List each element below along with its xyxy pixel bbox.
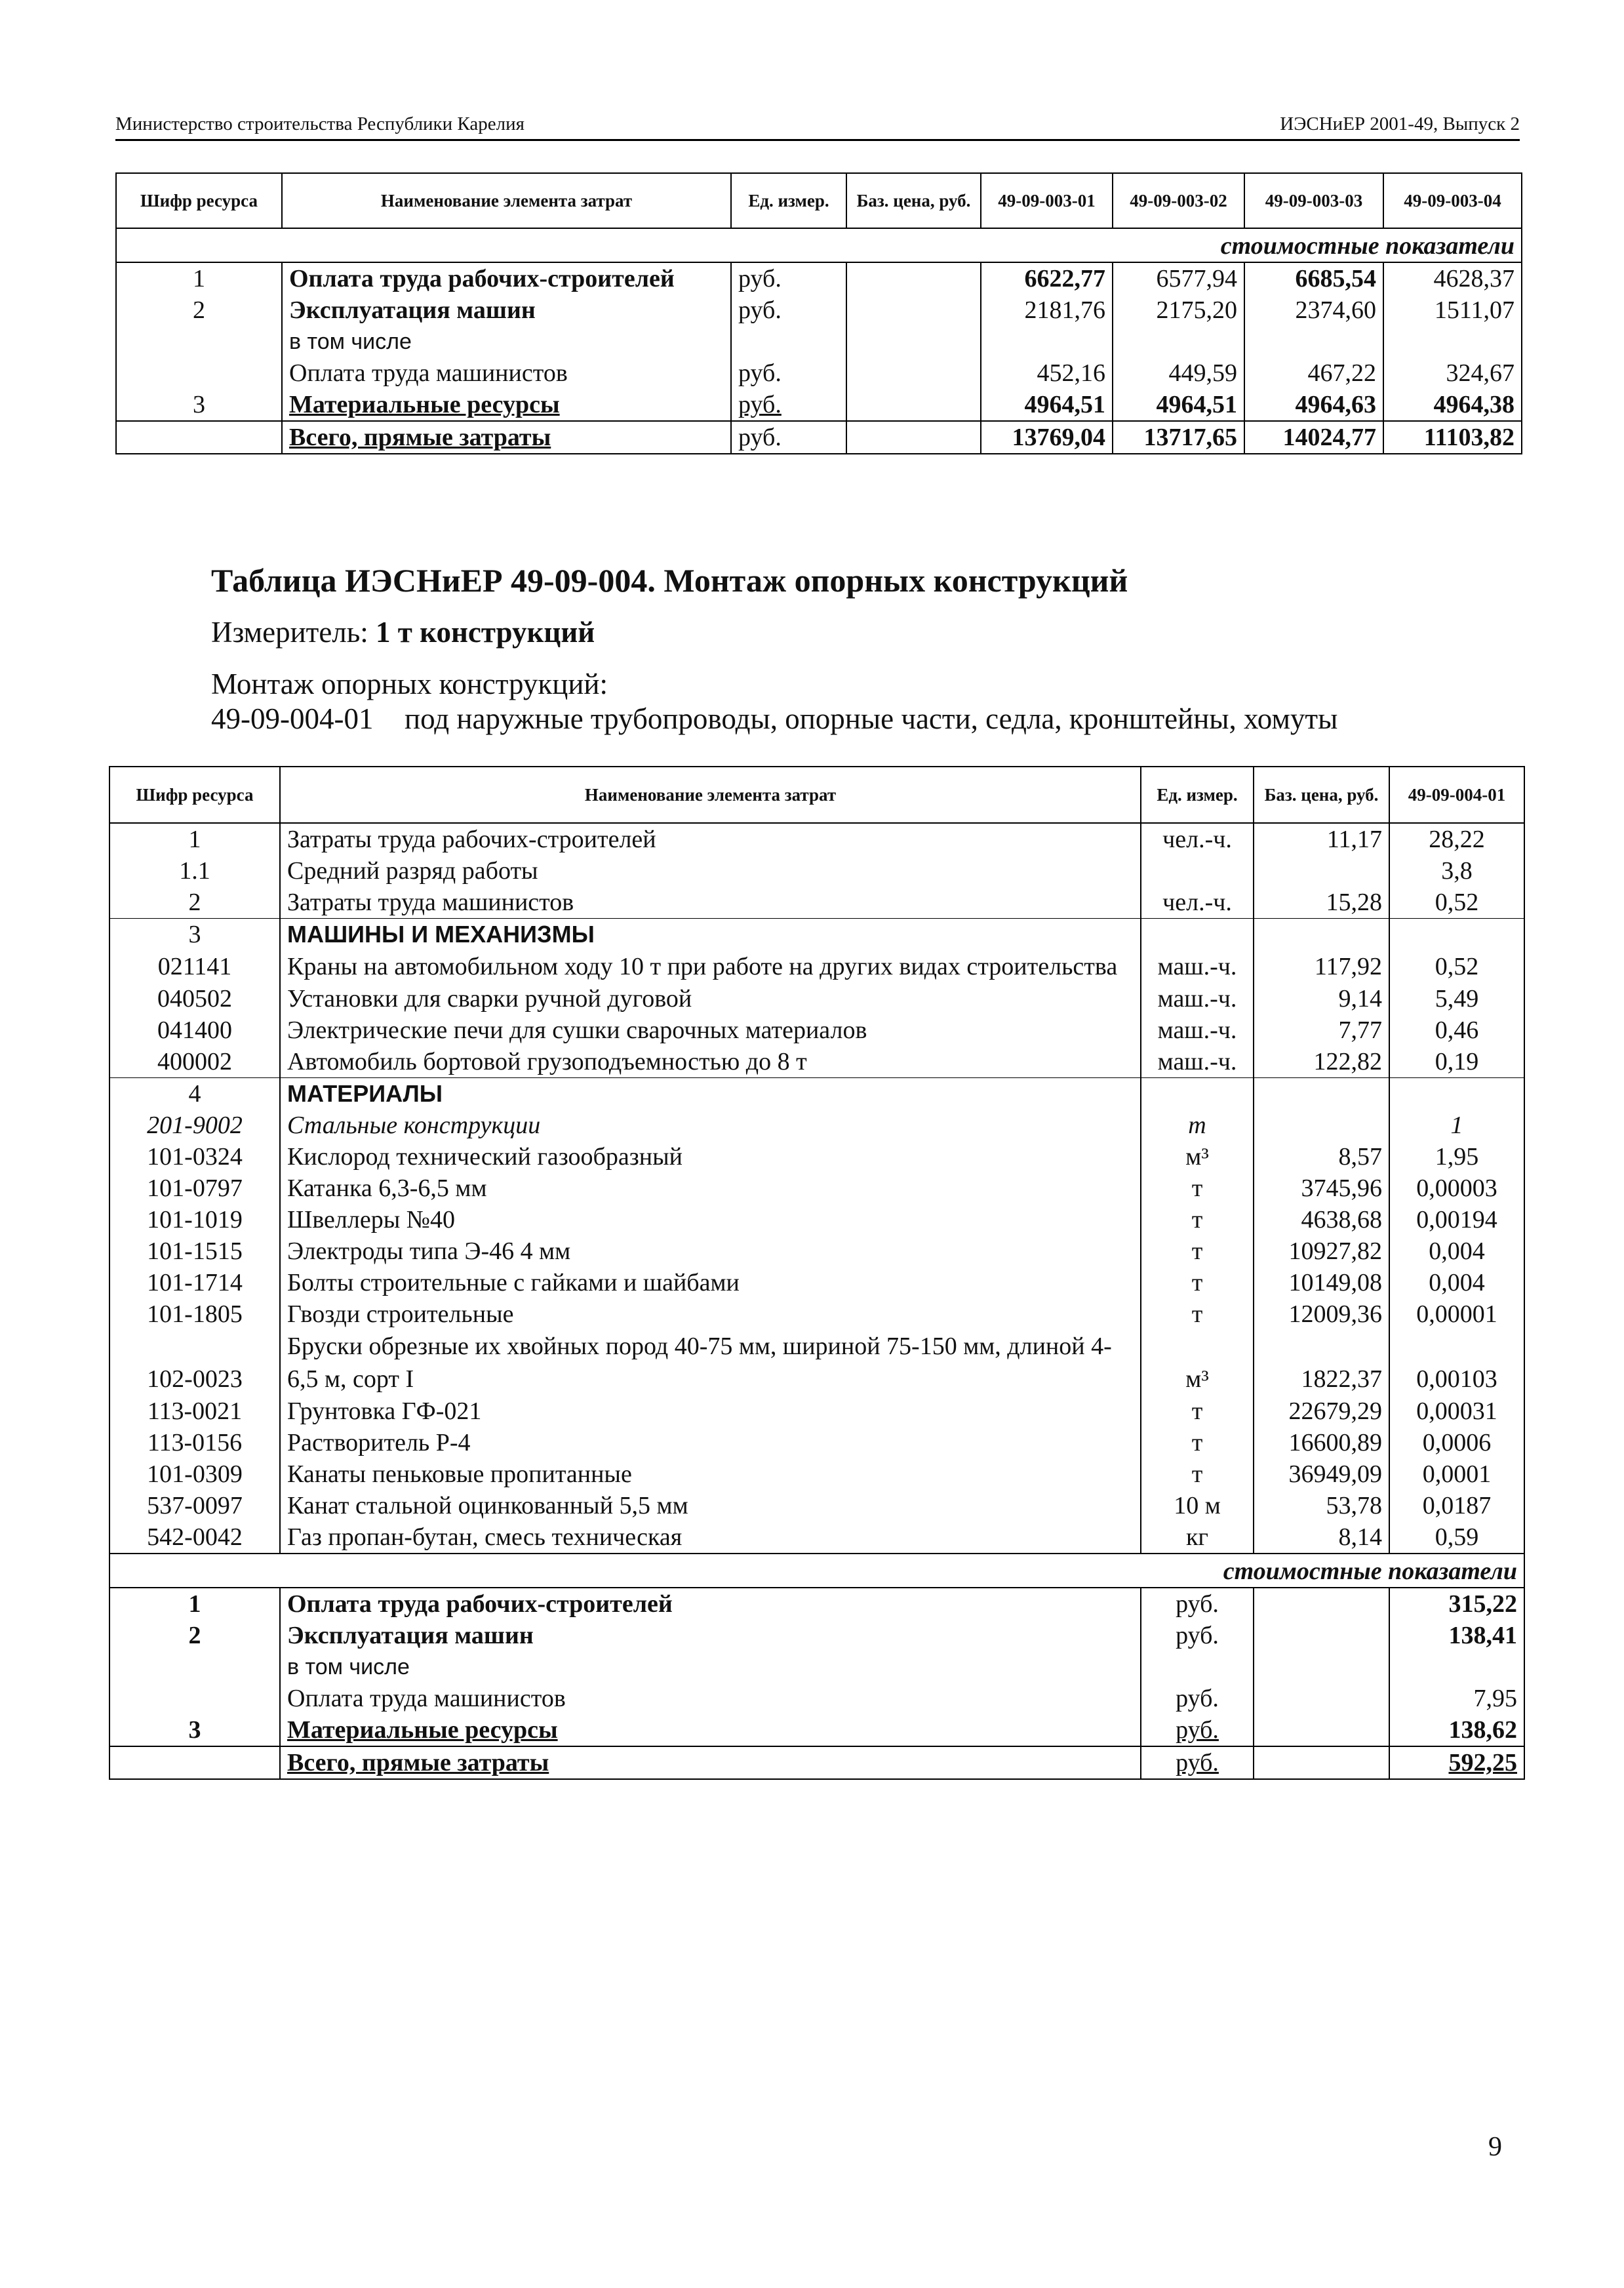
measure-label: Измеритель: [211,616,368,649]
cell-value: 592,25 [1389,1746,1524,1779]
cell-value [1389,919,1524,951]
cell-unit [1141,1651,1254,1683]
cell-unit: т [1141,1204,1254,1235]
cell-value: 0,0006 [1389,1427,1524,1458]
cell-value: 0,00103 [1389,1330,1524,1395]
cell-code: 1 [109,1588,280,1620]
table-row [116,326,1522,357]
cell-code: 101-1019 [109,1204,280,1235]
page-header [115,109,1520,141]
cell-price [1254,1588,1389,1620]
cell-name: Оплата труда машинистов [282,357,731,389]
cell-price: 1822,37 [1254,1330,1389,1395]
cell-value: 6622,77 [981,262,1113,294]
section-label: стоимостные показатели [116,228,1522,262]
cell-unit: руб. [731,294,846,326]
cell-name: Материальные ресурсы [282,389,731,421]
cell-price [1254,1078,1389,1110]
cell-name: Материальные ресурсы [280,1714,1141,1746]
cell-name: Затраты труда машинистов [280,887,1141,919]
cell-unit: т [1141,1173,1254,1204]
table-row [109,1395,1524,1427]
cell-value: 0,004 [1389,1267,1524,1298]
cell-unit: м³ [1141,1330,1254,1395]
cell-code: 101-0324 [109,1141,280,1173]
cell-value [1383,326,1522,357]
cell-price [1254,1683,1389,1714]
cell-code: 101-1805 [109,1298,280,1330]
cell-price [1254,919,1389,951]
cell-value: 0,52 [1389,887,1524,919]
table-row [109,1714,1524,1746]
table-row [109,1490,1524,1521]
cell-price: 10149,08 [1254,1267,1389,1298]
cell-code: 537-0097 [109,1490,280,1521]
cell-value: 4964,51 [981,389,1113,421]
cell-price: 10927,82 [1254,1235,1389,1267]
cell-name: в том числе [282,326,731,357]
table-row [109,1458,1524,1490]
cell-name: Оплата труда рабочих-строителей [282,262,731,294]
table-row [109,1427,1524,1458]
cell-unit: чел.-ч. [1141,887,1254,919]
col-header: Наименование элемента затрат [282,173,731,228]
cell-value: 4964,63 [1244,389,1383,421]
cell-price [846,357,981,389]
cell-unit [1141,1078,1254,1110]
cell-name: Электрические печи для сушки сварочных материалов [280,1014,1141,1046]
table-row [116,389,1522,421]
cell-price [846,421,981,454]
cell-value [981,326,1113,357]
table-header-row [109,767,1524,823]
col-header: Ед. измер. [1141,767,1254,823]
cell-unit [731,326,846,357]
measure-line [211,615,595,649]
cell-name: в том числе [280,1651,1141,1683]
cell-code [116,357,282,389]
header-doc-id: ИЭСНиЕР 2001-49, Выпуск 2 [1280,113,1520,134]
cell-name: Катанка 6,3-6,5 мм [280,1173,1141,1204]
cell-value: 467,22 [1244,357,1383,389]
cell-price: 22679,29 [1254,1395,1389,1427]
cell-value: 315,22 [1389,1588,1524,1620]
cell-name: Всего, прямые затраты [282,421,731,454]
table-row [109,1683,1524,1714]
cell-price: 11,17 [1254,823,1389,855]
subitem-line [211,702,1337,736]
cell-unit: маш.-ч. [1141,983,1254,1014]
cell-unit: кг [1141,1521,1254,1554]
cell-code: 542-0042 [109,1521,280,1554]
cell-unit: руб. [1141,1683,1254,1714]
cell-name: Оплата труда рабочих-строителей [280,1588,1141,1620]
cell-value [1244,326,1383,357]
cell-name: Оплата труда машинистов [280,1683,1141,1714]
resource-rows [109,823,1524,1779]
cell-code: 040502 [109,983,280,1014]
cell-price: 3745,96 [1254,1173,1389,1204]
table-row [116,294,1522,326]
cell-name: Автомобиль бортовой грузоподъемностью до 8 т [280,1046,1141,1078]
cell-code: 2 [109,887,280,919]
cell-code: 1 [116,262,282,294]
cell-unit [1141,855,1254,887]
cell-unit: руб. [731,389,846,421]
cell-code [116,326,282,357]
table-row [109,1141,1524,1173]
cell-value: 14024,77 [1244,421,1383,454]
cell-unit: т [1141,1395,1254,1427]
cell-unit: т [1141,1267,1254,1298]
cell-code: 2 [109,1620,280,1651]
cell-value: 0,0187 [1389,1490,1524,1521]
table-row [109,950,1524,983]
cell-name: Гвозди строительные [280,1298,1141,1330]
cell-price: 122,82 [1254,1046,1389,1078]
cell-code: 1 [109,823,280,855]
cell-value: 6685,54 [1244,262,1383,294]
cell-unit: маш.-ч. [1141,950,1254,983]
section-row [109,1554,1524,1588]
cell-value: 138,62 [1389,1714,1524,1746]
cell-price: 8,14 [1254,1521,1389,1554]
col-header: 49-09-003-04 [1383,173,1522,228]
cell-price: 8,57 [1254,1141,1389,1173]
cell-unit [1141,919,1254,951]
cell-name: Электроды типа Э-46 4 мм [280,1235,1141,1267]
cell-value: 1 [1389,1110,1524,1141]
cell-value: 2175,20 [1113,294,1244,326]
cell-code [109,1651,280,1683]
table-row [109,919,1524,951]
col-header: Наименование элемента затрат [280,767,1141,823]
table-row [109,1267,1524,1298]
cell-value: 0,0001 [1389,1458,1524,1490]
cell-name: Установки для сварки ручной дуговой [280,983,1141,1014]
cell-value: 5,49 [1389,983,1524,1014]
cell-unit: руб. [731,357,846,389]
cell-name: Средний разряд работы [280,855,1141,887]
cell-value: 4964,38 [1383,389,1522,421]
cell-price: 36949,09 [1254,1458,1389,1490]
col-header: Шифр ресурса [109,767,280,823]
cell-unit: м³ [1141,1141,1254,1173]
cost-table-49-09-003 [115,172,1522,454]
cell-code: 1.1 [109,855,280,887]
cell-name: Эксплуатация машин [280,1620,1141,1651]
cell-name: Газ пропан-бутан, смесь техническая [280,1521,1141,1554]
cell-price: 4638,68 [1254,1204,1389,1235]
cell-code: 101-1714 [109,1267,280,1298]
cell-code [109,1683,280,1714]
cell-name: Канаты пеньковые пропитанные [280,1458,1141,1490]
cell-code: 102-0023 [109,1330,280,1395]
mount-label: Монтаж опорных конструкций: [211,668,608,700]
col-header: 49-09-004-01 [1389,767,1524,823]
table-header-row [116,173,1522,228]
cell-price: 117,92 [1254,950,1389,983]
cell-unit: руб. [1141,1714,1254,1746]
cell-code: 101-0309 [109,1458,280,1490]
table-row [109,1588,1524,1620]
total-row [116,421,1522,454]
table-row [109,1330,1524,1395]
cell-unit: т [1141,1298,1254,1330]
cell-unit: 10 м [1141,1490,1254,1521]
col-header: Ед. измер. [731,173,846,228]
table-row [109,1078,1524,1110]
cell-name: Растворитель Р-4 [280,1427,1141,1458]
cell-price [846,389,981,421]
cell-value: 452,16 [981,357,1113,389]
cell-unit: т [1141,1235,1254,1267]
cell-value: 4964,51 [1113,389,1244,421]
cell-unit: т [1141,1110,1254,1141]
cell-code: 101-0797 [109,1173,280,1204]
cell-value: 324,67 [1383,357,1522,389]
cell-value: 3,8 [1389,855,1524,887]
col-header: 49-09-003-01 [981,173,1113,228]
cell-value: 1,95 [1389,1141,1524,1173]
cell-unit: руб. [731,421,846,454]
cell-price [846,262,981,294]
cell-name: Болты строительные с гайками и шайбами [280,1267,1141,1298]
table-row [109,983,1524,1014]
cell-unit: маш.-ч. [1141,1046,1254,1078]
cell-code [109,1746,280,1779]
table-row [109,1014,1524,1046]
table-row [109,1521,1524,1554]
cell-value [1389,1078,1524,1110]
table-row [109,1110,1524,1141]
cell-code: 3 [109,1714,280,1746]
cell-code: 2 [116,294,282,326]
cell-value: 449,59 [1113,357,1244,389]
cell-value: 0,59 [1389,1521,1524,1554]
cell-value [1389,1651,1524,1683]
col-header: Шифр ресурса [116,173,282,228]
cell-price: 53,78 [1254,1490,1389,1521]
table-row [109,1173,1524,1204]
page-number: 9 [1488,2132,1502,2162]
cell-price: 9,14 [1254,983,1389,1014]
cell-code: 4 [109,1078,280,1110]
table-row [109,1046,1524,1078]
col-header: Баз. цена, руб. [1254,767,1389,823]
table-row [109,1651,1524,1683]
cell-code: 113-0156 [109,1427,280,1458]
cell-value: 11103,82 [1383,421,1522,454]
cell-value: 138,41 [1389,1620,1524,1651]
cell-code: 3 [116,389,282,421]
subitem-text: под наружные трубопроводы, опорные части, седла, кронштейны, хомуты [405,702,1338,735]
table-row [109,1620,1524,1651]
cell-unit: т [1141,1427,1254,1458]
section-label: стоимостные показатели [109,1554,1524,1588]
table-row [116,357,1522,389]
table-row [109,823,1524,855]
cell-name: МАШИНЫ И МЕХАНИЗМЫ [280,919,1141,951]
cell-name: Канат стальной оцинкованный 5,5 мм [280,1490,1141,1521]
cell-value [1113,326,1244,357]
cell-unit: руб. [731,262,846,294]
cell-price: 16600,89 [1254,1427,1389,1458]
cell-name: Стальные конструкции [280,1110,1141,1141]
cell-value: 1511,07 [1383,294,1522,326]
cell-name: Краны на автомобильном ходу 10 т при работе на других видах строительства [280,950,1141,983]
cell-name: Бруски обрезные их хвойных пород 40-75 мм, шириной 75-150 мм, длиной 4-6,5 м, сорт I [280,1330,1141,1395]
cell-value: 0,00194 [1389,1204,1524,1235]
table-row [109,1204,1524,1235]
table-row [109,1235,1524,1267]
table-row [116,262,1522,294]
cell-unit: маш.-ч. [1141,1014,1254,1046]
cell-value: 0,46 [1389,1014,1524,1046]
cell-value: 0,00003 [1389,1173,1524,1204]
cell-name: Всего, прямые затраты [280,1746,1141,1779]
cell-price [1254,855,1389,887]
resource-table-49-09-004 [109,766,1525,1780]
cell-value: 4628,37 [1383,262,1522,294]
cell-code: 113-0021 [109,1395,280,1427]
cell-value: 6577,94 [1113,262,1244,294]
cell-price [1254,1714,1389,1746]
cell-value: 0,52 [1389,950,1524,983]
cell-value: 2374,60 [1244,294,1383,326]
cell-value: 0,00001 [1389,1298,1524,1330]
col-header: 49-09-003-03 [1244,173,1383,228]
cell-value: 13769,04 [981,421,1113,454]
cell-price [1254,1651,1389,1683]
cell-value: 28,22 [1389,823,1524,855]
cell-price: 15,28 [1254,887,1389,919]
cell-unit: руб. [1141,1746,1254,1779]
cell-price [1254,1110,1389,1141]
cell-code [116,421,282,454]
cell-code: 101-1515 [109,1235,280,1267]
cell-price: 7,77 [1254,1014,1389,1046]
cell-name: Затраты труда рабочих-строителей [280,823,1141,855]
cell-price [1254,1620,1389,1651]
table-row [109,855,1524,887]
cell-unit: руб. [1141,1588,1254,1620]
cell-price [1254,1746,1389,1779]
cell-unit: т [1141,1458,1254,1490]
section-title: Таблица ИЭСНиЕР 49-09-004. Монтаж опорных конструкций [211,562,1128,599]
cell-code: 021141 [109,950,280,983]
section-row [116,228,1522,262]
cell-value: 0,004 [1389,1235,1524,1267]
cell-name: МАТЕРИАЛЫ [280,1078,1141,1110]
cell-name: Эксплуатация машин [282,294,731,326]
cell-code: 3 [109,919,280,951]
cell-price: 12009,36 [1254,1298,1389,1330]
cell-code: 041400 [109,1014,280,1046]
table-row [109,1298,1524,1330]
cell-name: Кислород технический газообразный [280,1141,1141,1173]
col-header: Баз. цена, руб. [846,173,981,228]
cell-unit: чел.-ч. [1141,823,1254,855]
col-header: 49-09-003-02 [1113,173,1244,228]
measure-value: 1 т конструкций [376,616,595,649]
cell-value: 7,95 [1389,1683,1524,1714]
cell-code: 201-9002 [109,1110,280,1141]
cell-unit: руб. [1141,1620,1254,1651]
cell-price [846,326,981,357]
subitem-code: 49-09-004-01 [211,702,374,735]
cell-price [846,294,981,326]
table-row [109,887,1524,919]
header-ministry: Министерство строительства Республики Карелия [115,113,525,134]
cell-code: 400002 [109,1046,280,1078]
cell-value: 0,00031 [1389,1395,1524,1427]
cell-value: 13717,65 [1113,421,1244,454]
total-row [109,1746,1524,1779]
cell-value: 0,19 [1389,1046,1524,1078]
cell-value: 2181,76 [981,294,1113,326]
cell-name: Швеллеры №40 [280,1204,1141,1235]
cell-name: Грунтовка ГФ-021 [280,1395,1141,1427]
